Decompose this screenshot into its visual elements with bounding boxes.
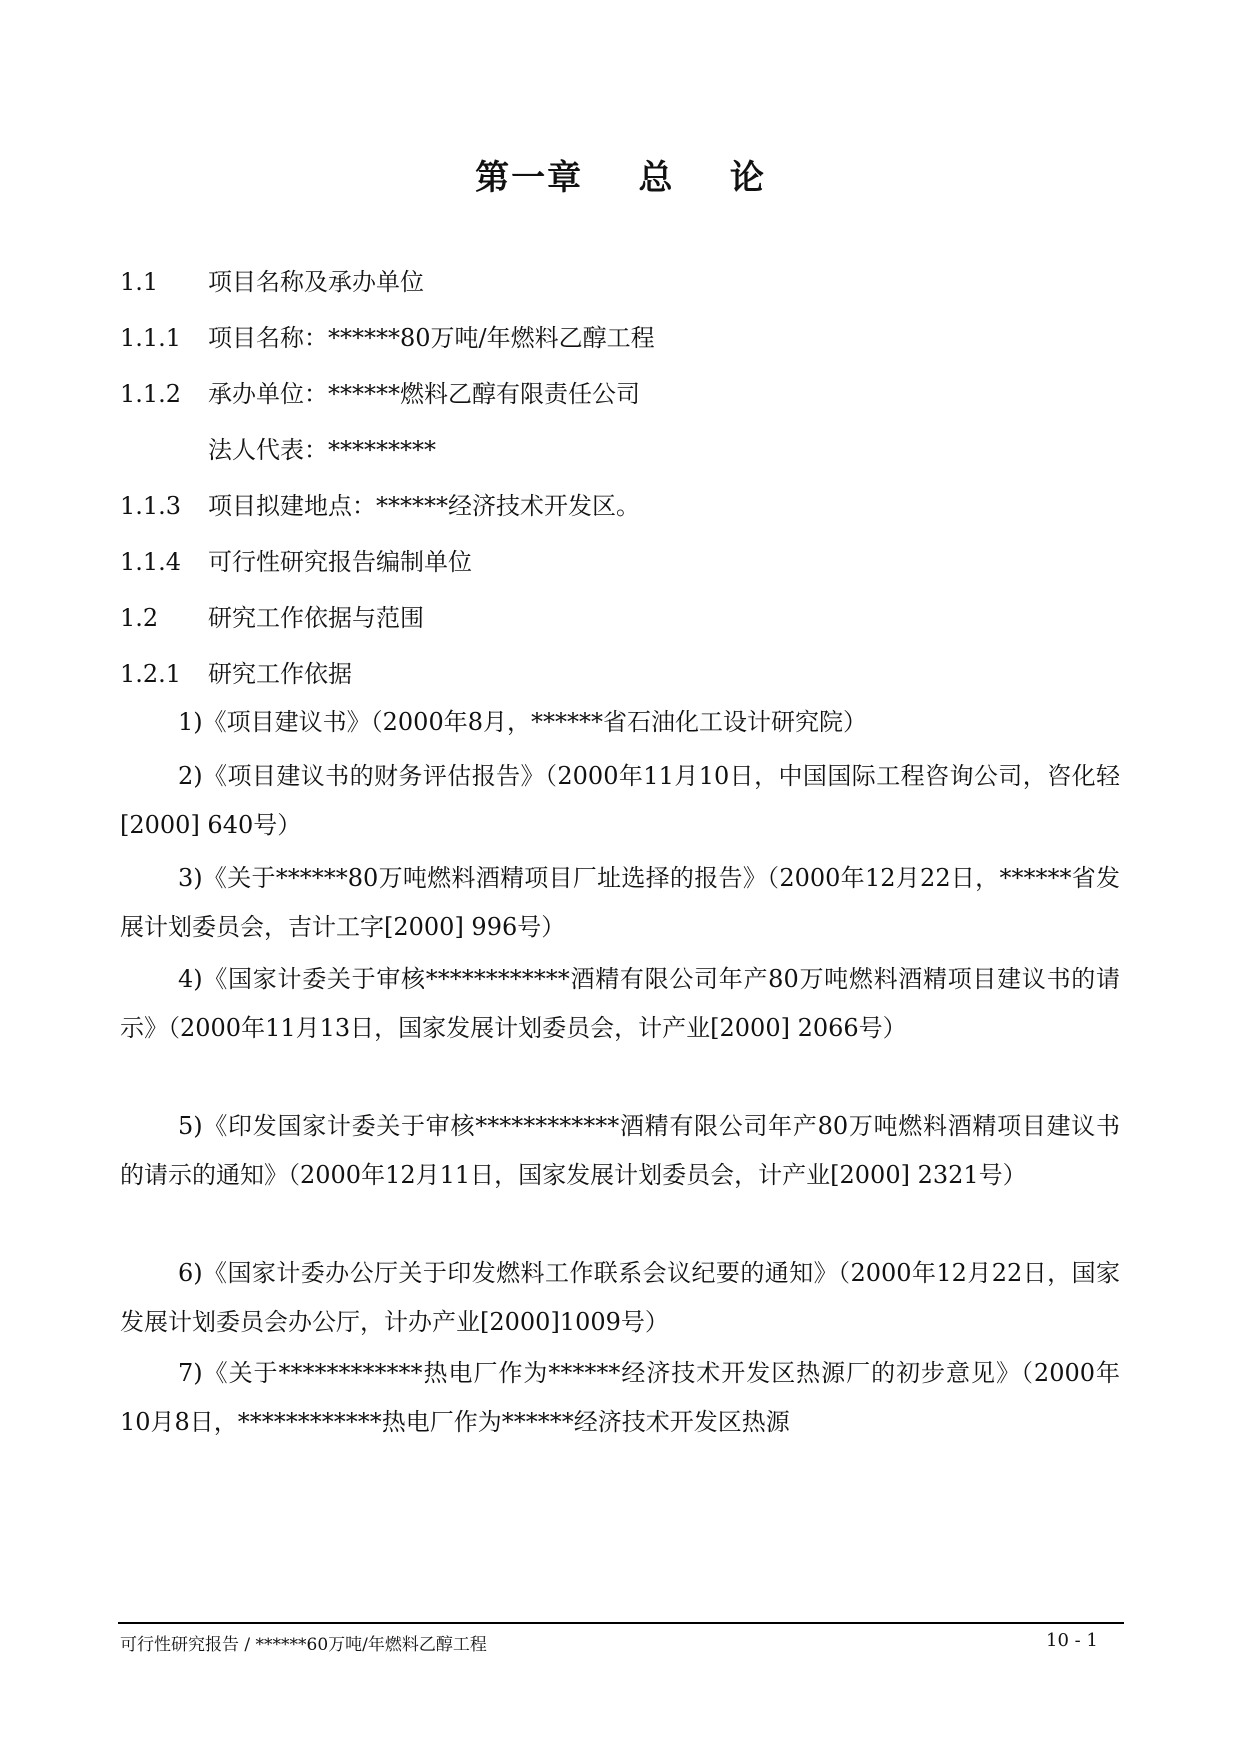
reference-item: 5)《印发国家计委关于审核************酒精有限公司年产80万吨燃料酒精项目建议书的请示的通知》（2000年12月11日，国家发展计划委员会，计产业[2000] 2321号）	[120, 1112, 1120, 1189]
section-heading	[120, 654, 352, 689]
footer-document-title: 可行性研究报告 / ******60万吨/年燃料乙醇工程	[120, 1635, 487, 1655]
footer-divider	[118, 1622, 1124, 1624]
reference-item: 6)《国家计委办公厅关于印发燃料工作联系会议纪要的通知》（2000年12月22日，国家发展计划委员会办公厅，计办产业[2000]1009号）	[120, 1259, 1120, 1336]
page-number: 10 - 1	[1046, 1630, 1098, 1651]
section-number: 1.1.4	[120, 548, 182, 576]
section-heading	[120, 262, 424, 297]
section-heading	[120, 542, 472, 577]
reference-item: 4)《国家计委关于审核************酒精有限公司年产80万吨燃料酒精项目建议书的请示》（2000年11月13日，国家发展计划委员会，计产业[2000] 2066号）	[120, 965, 1120, 1042]
section-heading	[120, 598, 424, 633]
section-text: 可行性研究报告编制单位	[208, 548, 472, 576]
legal-representative: 法人代表：*********	[208, 436, 436, 464]
section-heading	[120, 486, 640, 521]
section-heading	[120, 318, 655, 353]
section-text: 承办单位：******燃料乙醇有限责任公司	[208, 380, 640, 408]
section-number: 1.2	[120, 604, 159, 632]
section-text: 项目名称及承办单位	[208, 268, 424, 296]
section-heading	[120, 374, 640, 409]
reference-item: 7)《关于************热电厂作为******经济技术开发区热源厂的初步意见》（2000年10月8日，************热电厂作为******经济技术开发区热源	[120, 1359, 1120, 1436]
section-text: 研究工作依据与范围	[208, 604, 424, 632]
section-text: 项目拟建地点：******经济技术开发区。	[208, 492, 640, 520]
reference-item: 2)《项目建议书的财务评估报告》（2000年11月10日，中国国际工程咨询公司，咨化轻[2000] 640号）	[120, 762, 1120, 839]
section-text: 研究工作依据	[208, 660, 352, 688]
section-number: 1.1	[120, 268, 159, 296]
section-text: 项目名称：******80万吨/年燃料乙醇工程	[208, 324, 655, 352]
reference-item: 1)《项目建议书》（2000年8月，******省石油化工设计研究院）	[178, 708, 867, 736]
chapter-title: 第一章 总 论	[475, 158, 766, 198]
section-number: 1.1.2	[120, 380, 182, 408]
reference-item: 3)《关于******80万吨燃料酒精项目厂址选择的报告》（2000年12月22日，******省发展计划委员会，吉计工字[2000] 996号）	[120, 864, 1120, 941]
section-number: 1.1.3	[120, 492, 182, 520]
section-number: 1.1.1	[120, 324, 182, 352]
section-number: 1.2.1	[120, 660, 182, 688]
